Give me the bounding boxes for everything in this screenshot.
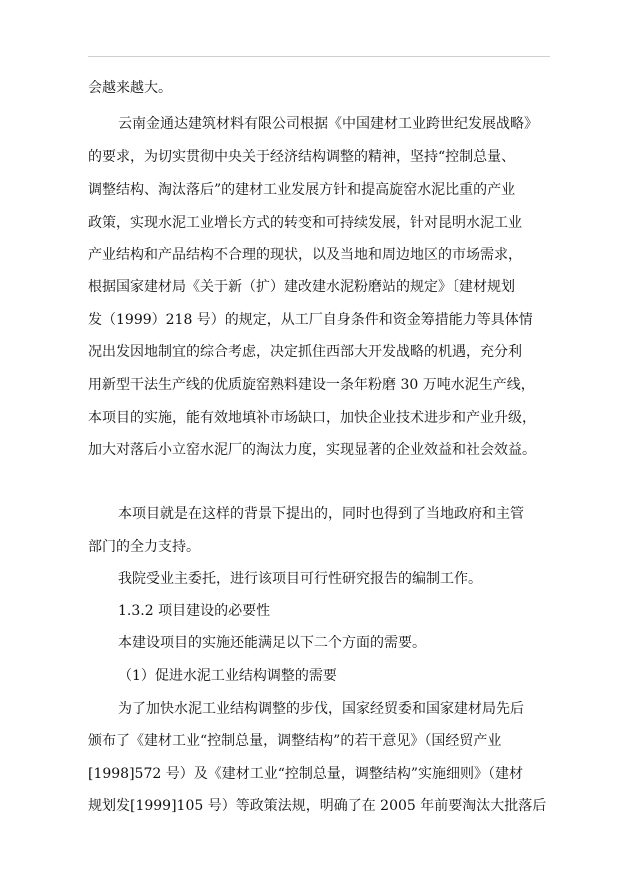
text-line: 用新型干法生产线的优质旋窑熟料建设一条年粉磨 30 万吨水泥生产线，	[88, 377, 535, 393]
text-line: 调整结构、淘汰落后”的建材工业发展方针和提高旋窑水泥比重的产业	[88, 182, 516, 198]
text-line: 部门的全力支持。	[88, 539, 200, 555]
paragraph-start: 本建设项目的实施还能满足以下二个方面的需要。	[118, 635, 426, 651]
text-line: 发（1999）218 号）的规定，从工厂自身条件和资金筹措能力等具体情	[88, 312, 533, 328]
text-line: [1998]572 号）及《建材工业“控制总量，调整结构”实施细则》（建材	[88, 766, 524, 782]
text-line: 本项目的实施，能有效地填补市场缺口，加快企业技术进步和产业升级，	[88, 410, 536, 426]
text-line: 况出发因地制宜的综合考虑，决定抓住西部大开发战略的机遇，充分利	[88, 344, 522, 360]
text-line: 的要求，为切实贯彻中央关于经济结构调整的精神，坚持“控制总量、	[88, 149, 516, 165]
paragraph-start: 云南金通达建筑材料有限公司根据《中国建材工业跨世纪发展战略》	[118, 116, 538, 132]
subsection-heading: （1）促进水泥工业结构调整的需要	[118, 668, 337, 684]
text-line: 政策，实现水泥工业增长方式的转变和可持续发展，针对昆明水泥工业	[88, 215, 522, 231]
header-rule	[88, 56, 550, 57]
paragraph-start: 为了加快水泥工业结构调整的步伐，国家经贸委和国家建材局先后	[118, 701, 524, 717]
paragraph-start: 我院受业主委托，进行该项目可行性研究报告的编制工作。	[118, 571, 482, 587]
text-line: 颁布了《建材工业“控制总量，调整结构”的若干意见》（国经贸产业	[88, 733, 502, 749]
section-heading: 1.3.2 项目建设的必要性	[118, 603, 271, 619]
paragraph-start: 本项目就是在这样的背景下提出的，同时也得到了当地政府和主管	[118, 506, 524, 522]
text-line: 产业结构和产品结构不合理的现状，以及当地和周边地区的市场需求，	[88, 247, 522, 263]
text-line: 规划发[1999]105 号）等政策法规，明确了在 2005 年前要淘汰大批落后	[88, 798, 547, 814]
text-line: 根据国家建材局《关于新（扩）建改建水泥粉磨站的规定》〔建材规划	[88, 279, 515, 295]
text-line: 会越来越大。	[88, 80, 172, 96]
text-line: 加大对落后小立窑水泥厂的淘汰力度，实现显著的企业效益和社会效益。	[88, 442, 536, 458]
